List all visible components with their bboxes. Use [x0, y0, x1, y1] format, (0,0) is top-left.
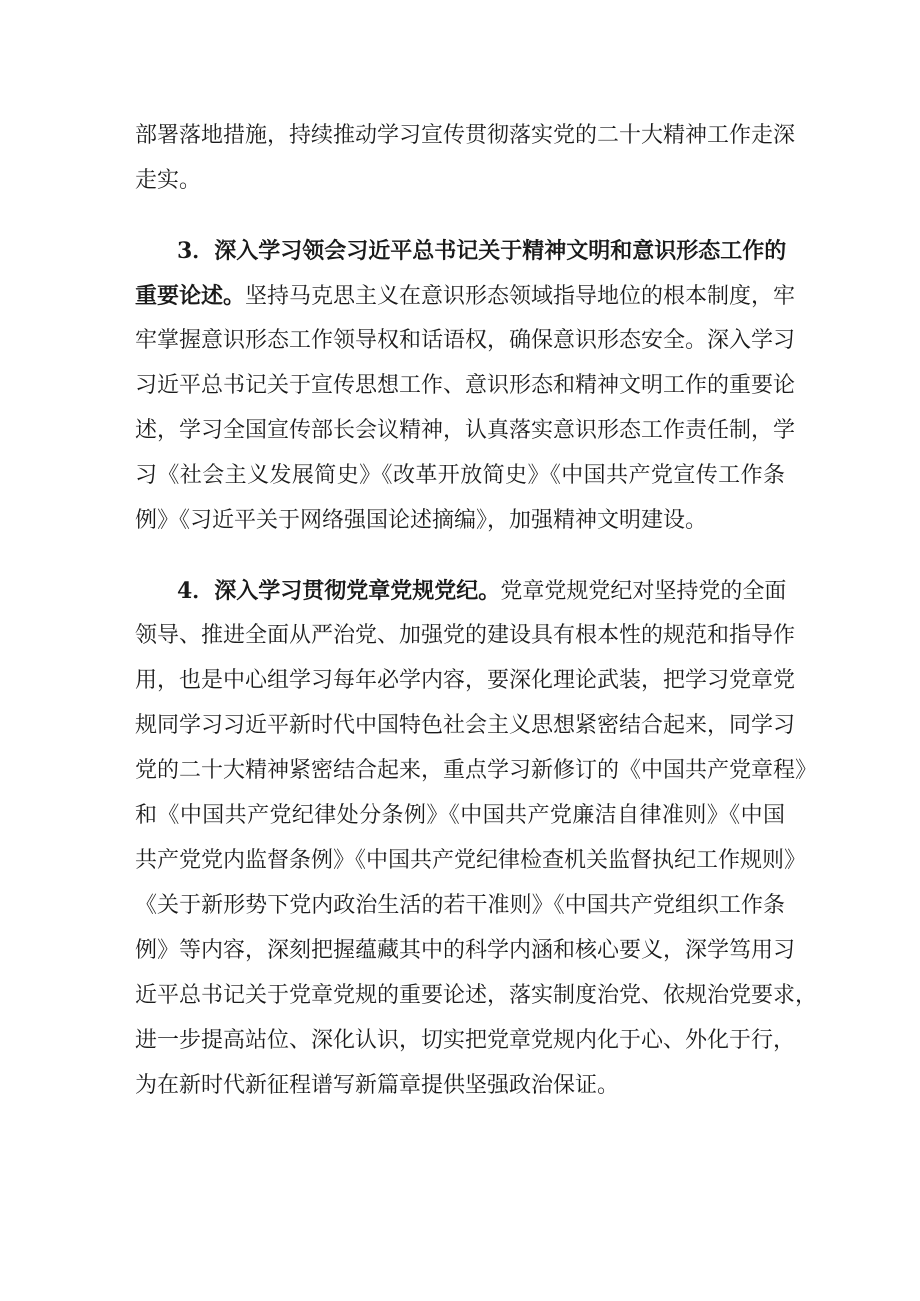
- paragraph-2-heading-line-2: 重要论述。: [135, 283, 246, 309]
- paragraph-3-line-1-text: 党章党规党纪对坚持党的全面: [500, 579, 787, 604]
- paragraph-3-line-4: 规同学习习近平新时代中国特色社会主义思想紧密结合起来，同学习: [135, 713, 796, 738]
- paragraph-3-line-7: 共产党党内监督条例》《中国共产党纪律检查机关监督执纪工作规则》: [135, 848, 807, 873]
- paragraph-3-line-11: 进一步提高站位、深化认识，切实把党章党规内化于心、外化于行，: [135, 1028, 796, 1053]
- paragraph-3-line-1: [177, 576, 785, 607]
- paragraph-2-line-5: 述，学习全国宣传部长会议精神，认真落实意识形态工作责任制，学: [135, 418, 796, 443]
- paragraph-1-line-2: 走实。: [135, 168, 202, 193]
- paragraph-3-line-8: 《关于新形势下党内政治生活的若干准则》《中国共产党组织工作条: [135, 893, 785, 918]
- paragraph-2-line-2-text: 坚持马克思主义在意识形态领域指导地位的根本制度，牢: [245, 284, 796, 309]
- paragraph-3-line-5: 党的二十大精神紧密结合起来，重点学习新修订的《中国共产党章程》: [135, 758, 818, 783]
- paragraph-2-line-3: 牢掌握意识形态工作领导权和话语权，确保意识形态安全。深入学习: [135, 328, 796, 353]
- paragraph-3-line-2: 领导、推进全面从严治党、加强党的建设具有根本性的规范和指导作: [135, 623, 796, 648]
- paragraph-1-line-1: 部署落地措施，持续推动学习宣传贯彻落实党的二十大精神工作走深: [135, 123, 796, 148]
- paragraph-2-line-7: 例》《习近平关于网络强国论述摘编》，加强精神文明建设。: [135, 508, 708, 533]
- paragraph-3-line-12: 为在新时代新征程谱写新篇章提供坚强政治保证。: [135, 1073, 620, 1098]
- paragraph-3-line-6: 和《中国共产党纪律处分条例》《中国共产党廉洁自律准则》《中国: [135, 803, 785, 828]
- paragraph-3-heading: 4．深入学习贯彻党章党规党纪。: [177, 578, 501, 604]
- paragraph-3-line-10: 近平总书记关于党章党规的重要论述，落实制度治党、依规治党要求，: [135, 983, 818, 1008]
- paragraph-3-line-9: 例》等内容，深刻把握蕴藏其中的科学内涵和核心要义，深学笃用习: [135, 938, 796, 963]
- paragraph-2-line-2: [135, 281, 796, 312]
- paragraph-2-heading-line-1: 3．深入学习领会习近平总书记关于精神文明和意识形态工作的: [177, 238, 787, 264]
- paragraph-3-line-3: 用，也是中心组学习每年必学内容，要深化理论武装，把学习党章党: [135, 668, 796, 693]
- paragraph-2-line-4: 习近平总书记关于宣传思想工作、意识形态和精神文明工作的重要论: [135, 373, 796, 398]
- paragraph-2-line-6: 习《社会主义发展简史》《改革开放简史》《中国共产党宣传工作条: [135, 463, 785, 488]
